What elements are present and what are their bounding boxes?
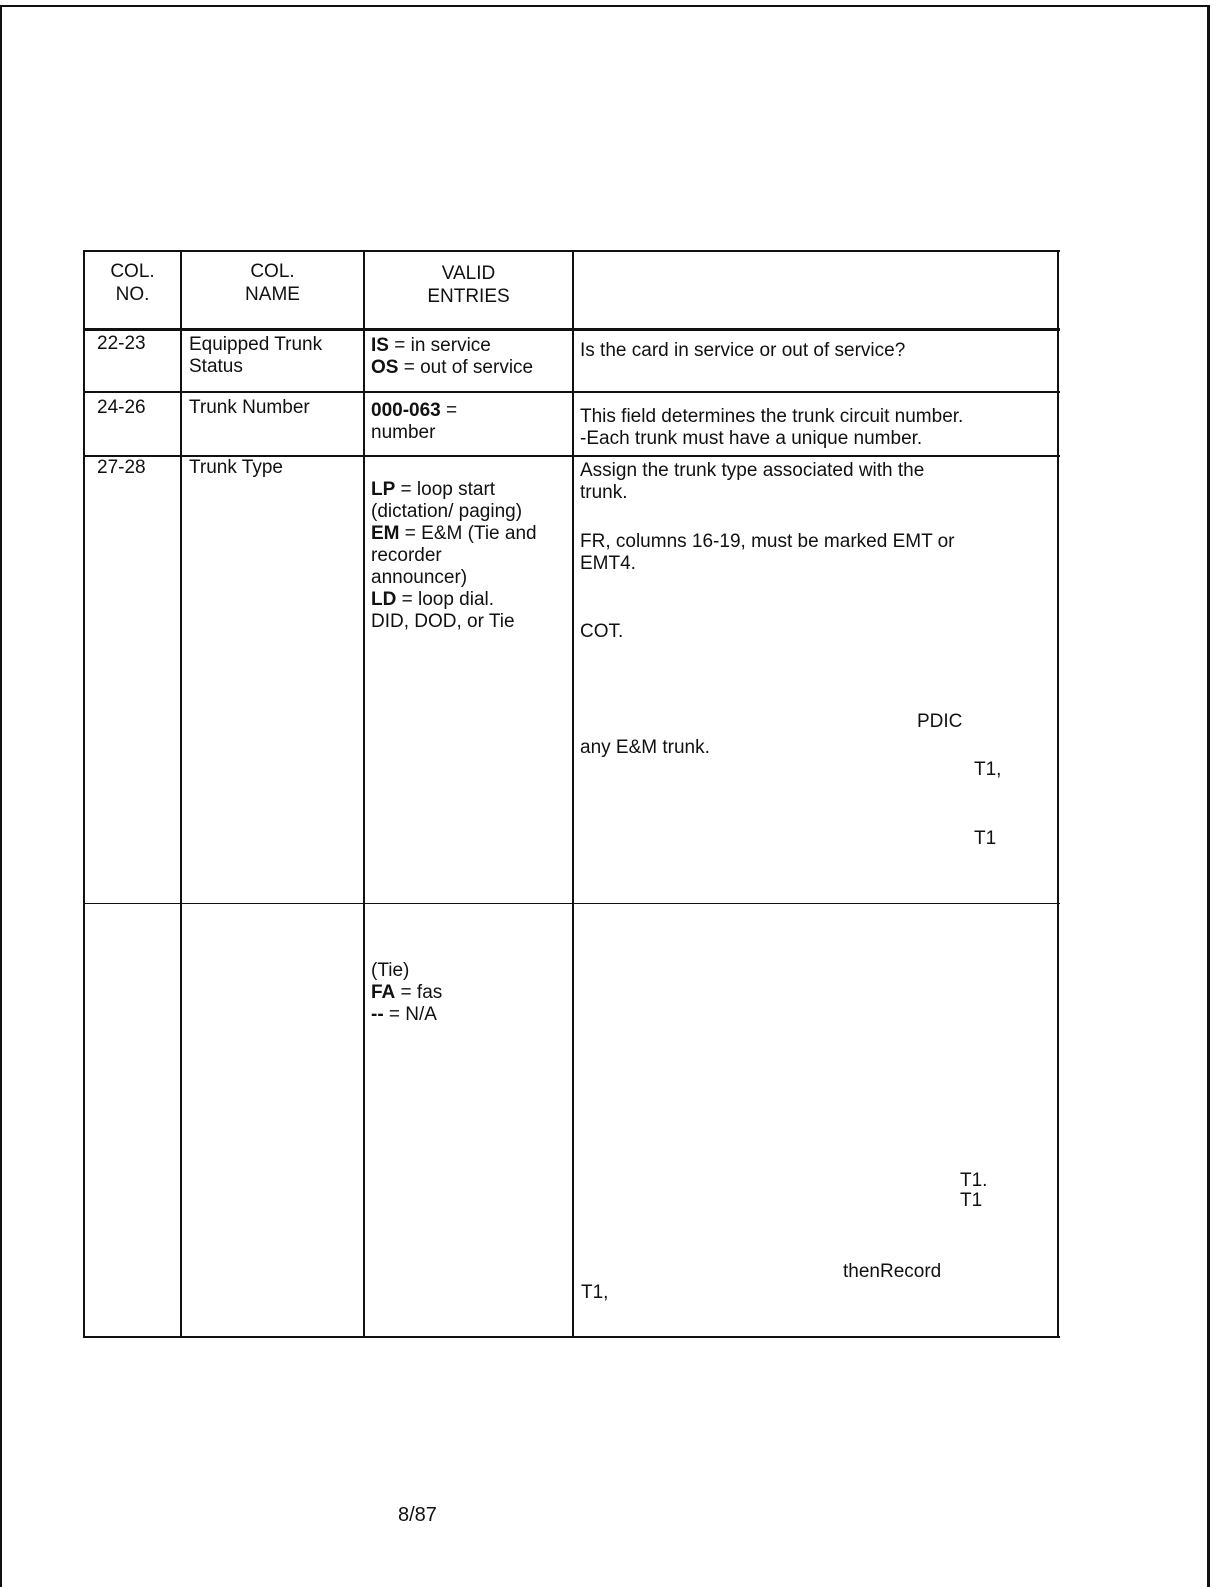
row-col-name: Trunk Number: [189, 397, 310, 418]
table-left-rule: [83, 250, 85, 1338]
row-description: Assign the trunk type associated with the trunk.: [580, 460, 925, 503]
row-valid-entries: (Tie) FA = fas -- = N/A: [371, 960, 443, 1025]
row-valid-entries: 000-063 = number: [371, 400, 458, 443]
row-col-name: Equipped Trunk Status: [189, 334, 323, 377]
row-valid-entries: LP = loop start (dictation/ paging) EM = E&M (Tie and recorder announcer) LD = loop dial. DID, DOD, or Tie: [371, 479, 537, 632]
table-right-rule: [1057, 250, 1059, 1338]
row-col-no: 22-23: [97, 333, 146, 354]
description-fragment: any E&M trunk.: [580, 737, 710, 758]
row-col-no: 27-28: [97, 457, 146, 478]
page-frame-left: [0, 5, 2, 1587]
header-col-name: COL. NAME: [245, 261, 300, 305]
page-number: 8/87: [398, 1504, 437, 1526]
col-rule-2: [363, 250, 365, 1338]
col-rule-3: [572, 250, 574, 1338]
description-fragment: T1: [974, 828, 997, 849]
row-description-note: FR, columns 16-19, must be marked EMT or EMT4.: [580, 531, 955, 574]
field-definition-table: [83, 243, 1060, 1338]
row-description: Is the card in service or out of service?: [580, 340, 906, 361]
header-col-no: COL. NO.: [110, 261, 155, 305]
header-valid-entries: VALID ENTRIES: [427, 263, 510, 307]
row-description: This field determines the trunk circuit number. -Each trunk must have a unique number.: [580, 406, 964, 449]
page-frame-top: [0, 5, 1210, 7]
description-fragment: T1: [960, 1190, 983, 1211]
description-fragment: T1.: [960, 1170, 988, 1191]
col-rule-1: [180, 250, 182, 1338]
description-fragment: thenRecord: [843, 1261, 942, 1282]
description-fragment: PDIC: [917, 711, 963, 732]
description-fragment: COT.: [580, 621, 624, 642]
row-col-no: 24-26: [97, 397, 146, 418]
description-fragment: T1,: [974, 759, 1002, 780]
page-frame-right: [1207, 5, 1210, 1587]
row-valid-entries: IS = in service OS = out of service: [371, 335, 534, 378]
description-fragment: T1,: [581, 1282, 609, 1303]
row-col-name: Trunk Type: [189, 457, 283, 478]
